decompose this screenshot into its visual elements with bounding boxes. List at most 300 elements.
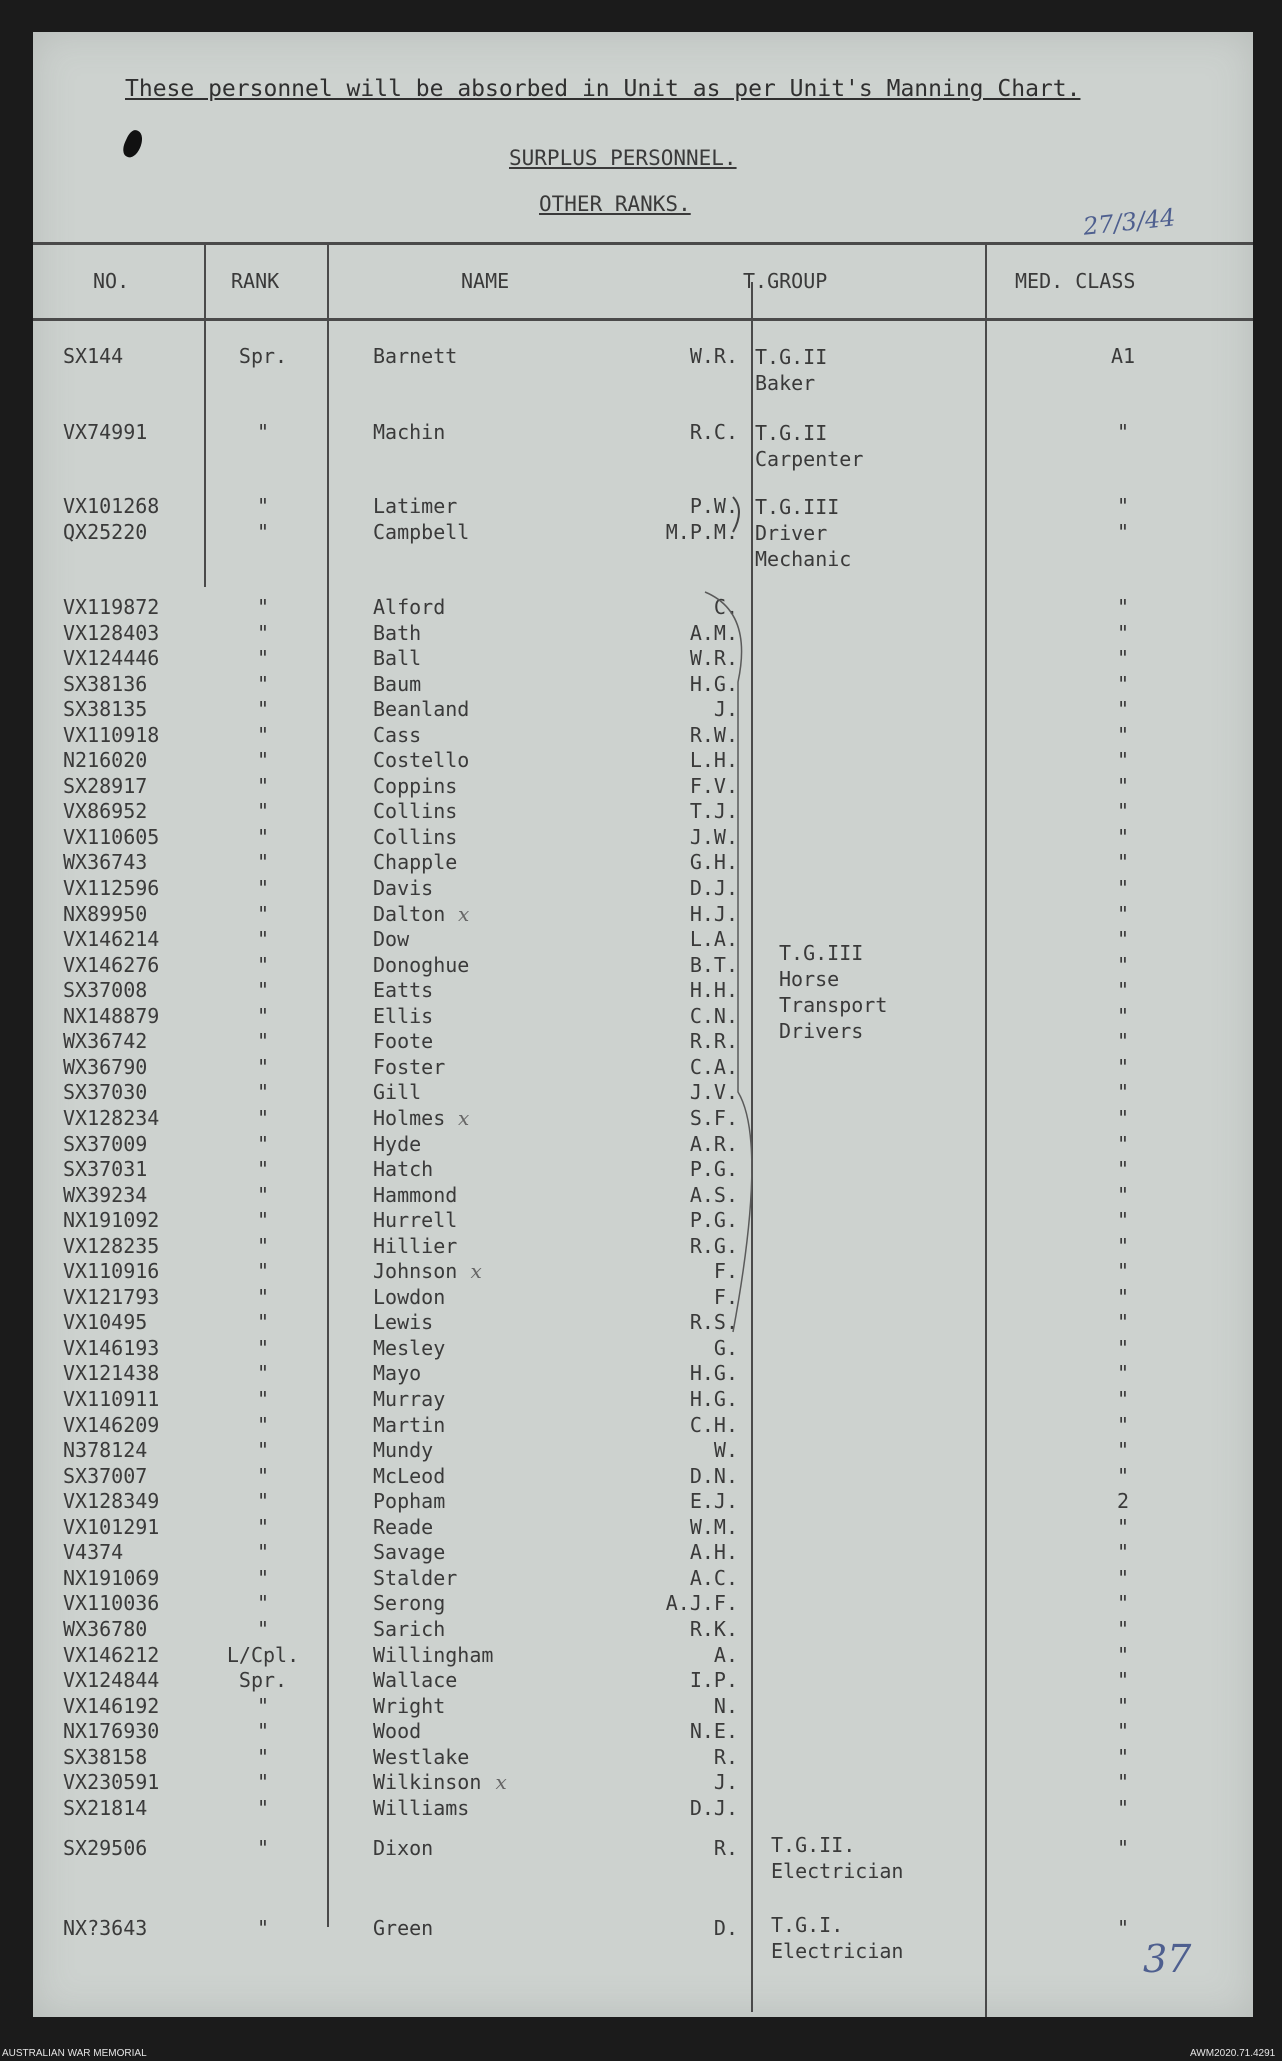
surname: Gill	[373, 1080, 422, 1104]
med-class: A1	[1110, 344, 1136, 368]
surname: Ball	[373, 646, 422, 670]
service-number: N216020	[63, 748, 148, 772]
service-number: NX191092	[63, 1208, 160, 1232]
med-class: "	[1116, 1515, 1130, 1539]
med-class: "	[1116, 1694, 1130, 1718]
rank: "	[256, 420, 270, 444]
handwritten-tick-mark: x	[495, 1770, 507, 1794]
med-class: "	[1116, 1566, 1130, 1590]
group-driver-line1: T.G.III	[755, 495, 840, 519]
rank: "	[256, 1515, 270, 1539]
rank: "	[256, 850, 270, 874]
service-number: VX110911	[63, 1387, 160, 1411]
surname: Collins	[373, 799, 458, 823]
initials: C.H.	[689, 1413, 738, 1437]
service-number: VX124844	[63, 1668, 160, 1692]
initials: R.R.	[689, 1029, 738, 1053]
initials: D.J.	[689, 876, 738, 900]
rank: "	[256, 1617, 270, 1641]
med-class: "	[1116, 1285, 1130, 1309]
initials: R.S.	[689, 1310, 738, 1334]
service-number: WX36780	[63, 1617, 148, 1641]
group-elec1-line1: T.G.I.	[771, 1913, 844, 1937]
initials: N.	[713, 1694, 738, 1718]
service-number: WX36743	[63, 850, 148, 874]
service-number: VX10495	[63, 1310, 148, 1334]
rank: "	[256, 1489, 270, 1513]
service-number: SX37007	[63, 1464, 148, 1488]
med-class: "	[1116, 927, 1130, 951]
med-class: "	[1116, 646, 1130, 670]
surname: Collins	[373, 825, 458, 849]
group-baker-line1: T.G.II	[755, 345, 828, 369]
surname: Murray	[373, 1387, 446, 1411]
rank: "	[256, 825, 270, 849]
document-title: SURPLUS PERSONNEL.	[509, 146, 737, 170]
service-number: VX121793	[63, 1285, 160, 1309]
rank: "	[256, 1285, 270, 1309]
service-number: VX128349	[63, 1489, 160, 1513]
initials: A.C.	[689, 1566, 738, 1590]
initials: R.C.	[689, 420, 738, 444]
bracket-driver	[733, 497, 739, 532]
med-class: "	[1116, 1464, 1130, 1488]
med-class: "	[1116, 494, 1130, 518]
service-number: VX146193	[63, 1336, 160, 1360]
rank: "	[256, 1438, 270, 1462]
initials: H.G.	[689, 1387, 738, 1411]
service-number: NX191069	[63, 1566, 160, 1590]
rank: Spr.	[238, 344, 288, 368]
med-class: "	[1116, 520, 1130, 544]
rank: "	[256, 978, 270, 1002]
med-class: "	[1116, 1310, 1130, 1334]
med-class: "	[1116, 1719, 1130, 1743]
med-class: "	[1116, 1004, 1130, 1028]
surname: Mundy	[373, 1438, 434, 1462]
rank: "	[256, 1310, 270, 1334]
service-number: VX146214	[63, 927, 160, 951]
initials: A.R.	[689, 1132, 738, 1156]
surname: Baum	[373, 672, 422, 696]
surname: Beanland	[373, 697, 470, 721]
surname: Donoghue	[373, 953, 470, 977]
surname: Serong	[373, 1591, 446, 1615]
service-number: VX110916	[63, 1259, 160, 1283]
service-number: VX110918	[63, 723, 160, 747]
footer-left: AUSTRALIAN WAR MEMORIAL	[2, 2048, 147, 2059]
initials: C.N.	[689, 1004, 738, 1028]
initials: I.P.	[689, 1668, 738, 1692]
rank: "	[256, 1183, 270, 1207]
med-class: "	[1116, 953, 1130, 977]
surname: Lewis	[373, 1310, 434, 1334]
service-number: VX110036	[63, 1591, 160, 1615]
med-class: "	[1116, 1745, 1130, 1769]
initials: J.V.	[689, 1080, 738, 1104]
initials: C.A.	[689, 1055, 738, 1079]
med-class: "	[1116, 1413, 1130, 1437]
initials: C.	[713, 595, 738, 619]
rank: Spr.	[238, 1668, 288, 1692]
med-class: "	[1116, 1438, 1130, 1462]
med-class: "	[1116, 774, 1130, 798]
surname: Hyde	[373, 1132, 422, 1156]
rank: "	[256, 1157, 270, 1181]
group-driver-line3: Mechanic	[755, 547, 852, 571]
med-class: "	[1116, 1617, 1130, 1641]
surname: Wallace	[373, 1668, 458, 1692]
surname: Machin	[373, 420, 446, 444]
surname: Stalder	[373, 1566, 458, 1590]
service-number: VX101268	[63, 494, 160, 518]
document-page	[33, 32, 1253, 2017]
med-class: "	[1116, 1208, 1130, 1232]
surname: Green	[373, 1916, 434, 1940]
med-class: "	[1116, 1770, 1130, 1794]
rank: "	[256, 1132, 270, 1156]
surname: Barnett	[373, 344, 458, 368]
initials: P.G.	[689, 1208, 738, 1232]
rank: "	[256, 748, 270, 772]
rank: "	[256, 1208, 270, 1232]
surname: Sarich	[373, 1617, 446, 1641]
med-class: "	[1116, 672, 1130, 696]
med-class: "	[1116, 697, 1130, 721]
rank: "	[256, 953, 270, 977]
med-class: "	[1116, 1080, 1130, 1104]
service-number: VX146209	[63, 1413, 160, 1437]
rank: "	[256, 1336, 270, 1360]
header-name: NAME	[461, 269, 510, 293]
initials: T.J.	[689, 799, 738, 823]
rank: "	[256, 646, 270, 670]
surname: Coppins	[373, 774, 458, 798]
service-number: VX128235	[63, 1234, 160, 1258]
service-number: VX128234	[63, 1106, 160, 1130]
service-number: SX38135	[63, 697, 148, 721]
initials: N.E.	[689, 1719, 738, 1743]
rank: "	[256, 672, 270, 696]
footer-right: AWM2020.71.4291	[1190, 2048, 1276, 2059]
handwritten-date: 27/3/44	[1081, 203, 1177, 241]
surname: Wilkinson	[373, 1770, 482, 1794]
service-number: VX74991	[63, 420, 148, 444]
surname: Alford	[373, 595, 446, 619]
surname: Wood	[373, 1719, 422, 1743]
group-horse-line3: Transport	[779, 993, 888, 1017]
service-number: VX119872	[63, 595, 160, 619]
med-class: "	[1116, 1916, 1130, 1940]
surname: Westlake	[373, 1745, 470, 1769]
rank: "	[256, 927, 270, 951]
rank: "	[256, 1540, 270, 1564]
rank: "	[256, 1055, 270, 1079]
initials: A.S.	[689, 1183, 738, 1207]
initials: L.A.	[689, 927, 738, 951]
service-number: VX121438	[63, 1361, 160, 1385]
med-class: 2	[1116, 1489, 1130, 1513]
group-driver-line2: Driver	[755, 521, 828, 545]
initials: J.	[713, 697, 738, 721]
service-number: VX112596	[63, 876, 160, 900]
surname: Ellis	[373, 1004, 434, 1028]
initials: H.G.	[689, 1361, 738, 1385]
initials: H.H.	[689, 978, 738, 1002]
initials: J.	[713, 1770, 738, 1794]
surname: Popham	[373, 1489, 446, 1513]
rank: "	[256, 1004, 270, 1028]
document-subtitle: OTHER RANKS.	[539, 192, 691, 216]
rank: "	[256, 1029, 270, 1053]
initials: P.W.	[689, 494, 738, 518]
header-no: NO.	[93, 269, 130, 293]
med-class: "	[1116, 1157, 1130, 1181]
rank: L/Cpl.	[226, 1643, 300, 1667]
surname: Bath	[373, 621, 422, 645]
initials: R.W.	[689, 723, 738, 747]
service-number: VX146212	[63, 1643, 160, 1667]
initials: R.G.	[689, 1234, 738, 1258]
surname: Hurrell	[373, 1208, 458, 1232]
surname: Lowdon	[373, 1285, 446, 1309]
service-number: SX144	[63, 344, 124, 368]
med-class: "	[1116, 420, 1130, 444]
bracket-horse	[705, 592, 752, 1332]
initials: A.	[713, 1643, 738, 1667]
surname: Latimer	[373, 494, 458, 518]
rank: "	[256, 1745, 270, 1769]
service-number: NX?3643	[63, 1916, 148, 1940]
med-class: "	[1116, 1259, 1130, 1283]
surname: Holmes	[373, 1106, 446, 1130]
surname: Wright	[373, 1694, 446, 1718]
header-rank: RANK	[231, 269, 280, 293]
service-number: VX128403	[63, 621, 160, 645]
handwritten-tick-mark: x	[458, 902, 470, 926]
service-number: SX29506	[63, 1836, 148, 1860]
initials: R.K.	[689, 1617, 738, 1641]
initials: D.	[713, 1916, 738, 1940]
surname: Chapple	[373, 850, 458, 874]
service-number: QX25220	[63, 520, 148, 544]
rank: "	[256, 520, 270, 544]
rank: "	[256, 1259, 270, 1283]
med-class: "	[1116, 1668, 1130, 1692]
surname: McLeod	[373, 1464, 446, 1488]
service-number: SX28917	[63, 774, 148, 798]
rank: "	[256, 1916, 270, 1940]
med-class: "	[1116, 1336, 1130, 1360]
med-class: "	[1116, 850, 1130, 874]
service-number: SX37030	[63, 1080, 148, 1104]
group-elec2-line1: T.G.II.	[771, 1833, 856, 1857]
service-number: N378124	[63, 1438, 148, 1462]
med-class: "	[1116, 1643, 1130, 1667]
group-baker-line2: Baker	[755, 371, 816, 395]
med-class: "	[1116, 1540, 1130, 1564]
service-number: VX124446	[63, 646, 160, 670]
initials: A.M.	[689, 621, 738, 645]
med-class: "	[1116, 1361, 1130, 1385]
med-class: "	[1116, 1055, 1130, 1079]
rank: "	[256, 1836, 270, 1860]
initials: H.G.	[689, 672, 738, 696]
service-number: V4374	[63, 1540, 124, 1564]
med-class: "	[1116, 748, 1130, 772]
initials: F.	[713, 1259, 738, 1283]
surname: Costello	[373, 748, 470, 772]
service-number: SX37008	[63, 978, 148, 1002]
rank: "	[256, 1387, 270, 1411]
service-number: VX101291	[63, 1515, 160, 1539]
surname: Hammond	[373, 1183, 458, 1207]
initials: D.N.	[689, 1464, 738, 1488]
handwritten-tick-mark: x	[458, 1106, 470, 1130]
service-number: SX38136	[63, 672, 148, 696]
initials: W.M.	[689, 1515, 738, 1539]
rank: "	[256, 1361, 270, 1385]
surname: Williams	[373, 1796, 470, 1820]
initials: L.H.	[689, 748, 738, 772]
surname: Hatch	[373, 1157, 434, 1181]
rank: "	[256, 494, 270, 518]
surname: Hillier	[373, 1234, 458, 1258]
initials: F.V.	[689, 774, 738, 798]
service-number: WX39234	[63, 1183, 148, 1207]
rank: "	[256, 697, 270, 721]
med-class: "	[1116, 902, 1130, 926]
surname: Dalton	[373, 902, 446, 926]
med-class: "	[1116, 595, 1130, 619]
surname: Foster	[373, 1055, 446, 1079]
rank: "	[256, 1080, 270, 1104]
rank: "	[256, 876, 270, 900]
group-horse-line1: T.G.III	[779, 941, 864, 965]
med-class: "	[1116, 1132, 1130, 1156]
initials: G.	[713, 1336, 738, 1360]
initials: B.T.	[689, 953, 738, 977]
initials: E.J.	[689, 1489, 738, 1513]
rank: "	[256, 902, 270, 926]
initials: W.R.	[689, 344, 738, 368]
handwritten-tick-mark: x	[470, 1259, 482, 1283]
surname: Campbell	[373, 520, 470, 544]
group-carpenter-line1: T.G.II	[755, 421, 828, 445]
surname: Eatts	[373, 978, 434, 1002]
service-number: VX110605	[63, 825, 160, 849]
rank: "	[256, 621, 270, 645]
service-number: SX37031	[63, 1157, 148, 1181]
med-class: "	[1116, 1591, 1130, 1615]
rank: "	[256, 595, 270, 619]
surname: Foote	[373, 1029, 434, 1053]
surname: Dixon	[373, 1836, 434, 1860]
service-number: VX146276	[63, 953, 160, 977]
surname: Mesley	[373, 1336, 446, 1360]
surname: Johnson	[373, 1259, 458, 1283]
header-note: These personnel will be absorbed in Unit as per Unit's Manning Chart.	[125, 76, 1081, 102]
group-brackets	[33, 32, 1253, 2017]
initials: D.J.	[689, 1796, 738, 1820]
med-class: "	[1116, 1234, 1130, 1258]
initials: A.J.F.	[665, 1591, 738, 1615]
service-number: SX38158	[63, 1745, 148, 1769]
med-class: "	[1116, 978, 1130, 1002]
initials: W.R.	[689, 646, 738, 670]
rank: "	[256, 723, 270, 747]
service-number: WX36790	[63, 1055, 148, 1079]
rank: "	[256, 1566, 270, 1590]
header-group: T.GROUP	[743, 269, 828, 293]
group-carpenter-line2: Carpenter	[755, 447, 864, 471]
initials: P.G.	[689, 1157, 738, 1181]
initials: H.J.	[689, 902, 738, 926]
rank: "	[256, 774, 270, 798]
surname: Dow	[373, 927, 410, 951]
initials: W.	[713, 1438, 738, 1462]
med-class: "	[1116, 1796, 1130, 1820]
surname: Savage	[373, 1540, 446, 1564]
header-med: MED. CLASS	[1015, 269, 1136, 293]
surname: Davis	[373, 876, 434, 900]
med-class: "	[1116, 1029, 1130, 1053]
med-class: "	[1116, 723, 1130, 747]
handwritten-page-number: 37	[1143, 1937, 1192, 1981]
group-elec1-line2: Electrician	[771, 1939, 904, 1963]
rank: "	[256, 1770, 270, 1794]
initials: S.F.	[689, 1106, 738, 1130]
rank: "	[256, 1106, 270, 1130]
initials: R.	[713, 1745, 738, 1769]
service-number: SX21814	[63, 1796, 148, 1820]
service-number: NX148879	[63, 1004, 160, 1028]
initials: J.W.	[689, 825, 738, 849]
med-class: "	[1116, 799, 1130, 823]
rank: "	[256, 1591, 270, 1615]
rank: "	[256, 1413, 270, 1437]
service-number: VX86952	[63, 799, 148, 823]
rank: "	[256, 1464, 270, 1488]
service-number: WX36742	[63, 1029, 148, 1053]
initials: M.P.M.	[665, 520, 738, 544]
surname: Willingham	[373, 1643, 494, 1667]
group-horse-line4: Drivers	[779, 1019, 864, 1043]
service-number: NX89950	[63, 902, 148, 926]
service-number: VX230591	[63, 1770, 160, 1794]
surname: Reade	[373, 1515, 434, 1539]
service-number: VX146192	[63, 1694, 160, 1718]
rank: "	[256, 799, 270, 823]
service-number: SX37009	[63, 1132, 148, 1156]
med-class: "	[1116, 1836, 1130, 1860]
surname: Mayo	[373, 1361, 422, 1385]
initials: G.H.	[689, 850, 738, 874]
rank: "	[256, 1234, 270, 1258]
group-horse-line2: Horse	[779, 967, 840, 991]
med-class: "	[1116, 621, 1130, 645]
med-class: "	[1116, 876, 1130, 900]
rank: "	[256, 1796, 270, 1820]
initials: R.	[713, 1836, 738, 1860]
surname: Cass	[373, 723, 422, 747]
group-elec2-line2: Electrician	[771, 1859, 904, 1883]
surname: Martin	[373, 1413, 446, 1437]
rank: "	[256, 1694, 270, 1718]
initials: F.	[713, 1285, 738, 1309]
med-class: "	[1116, 1106, 1130, 1130]
med-class: "	[1116, 1183, 1130, 1207]
